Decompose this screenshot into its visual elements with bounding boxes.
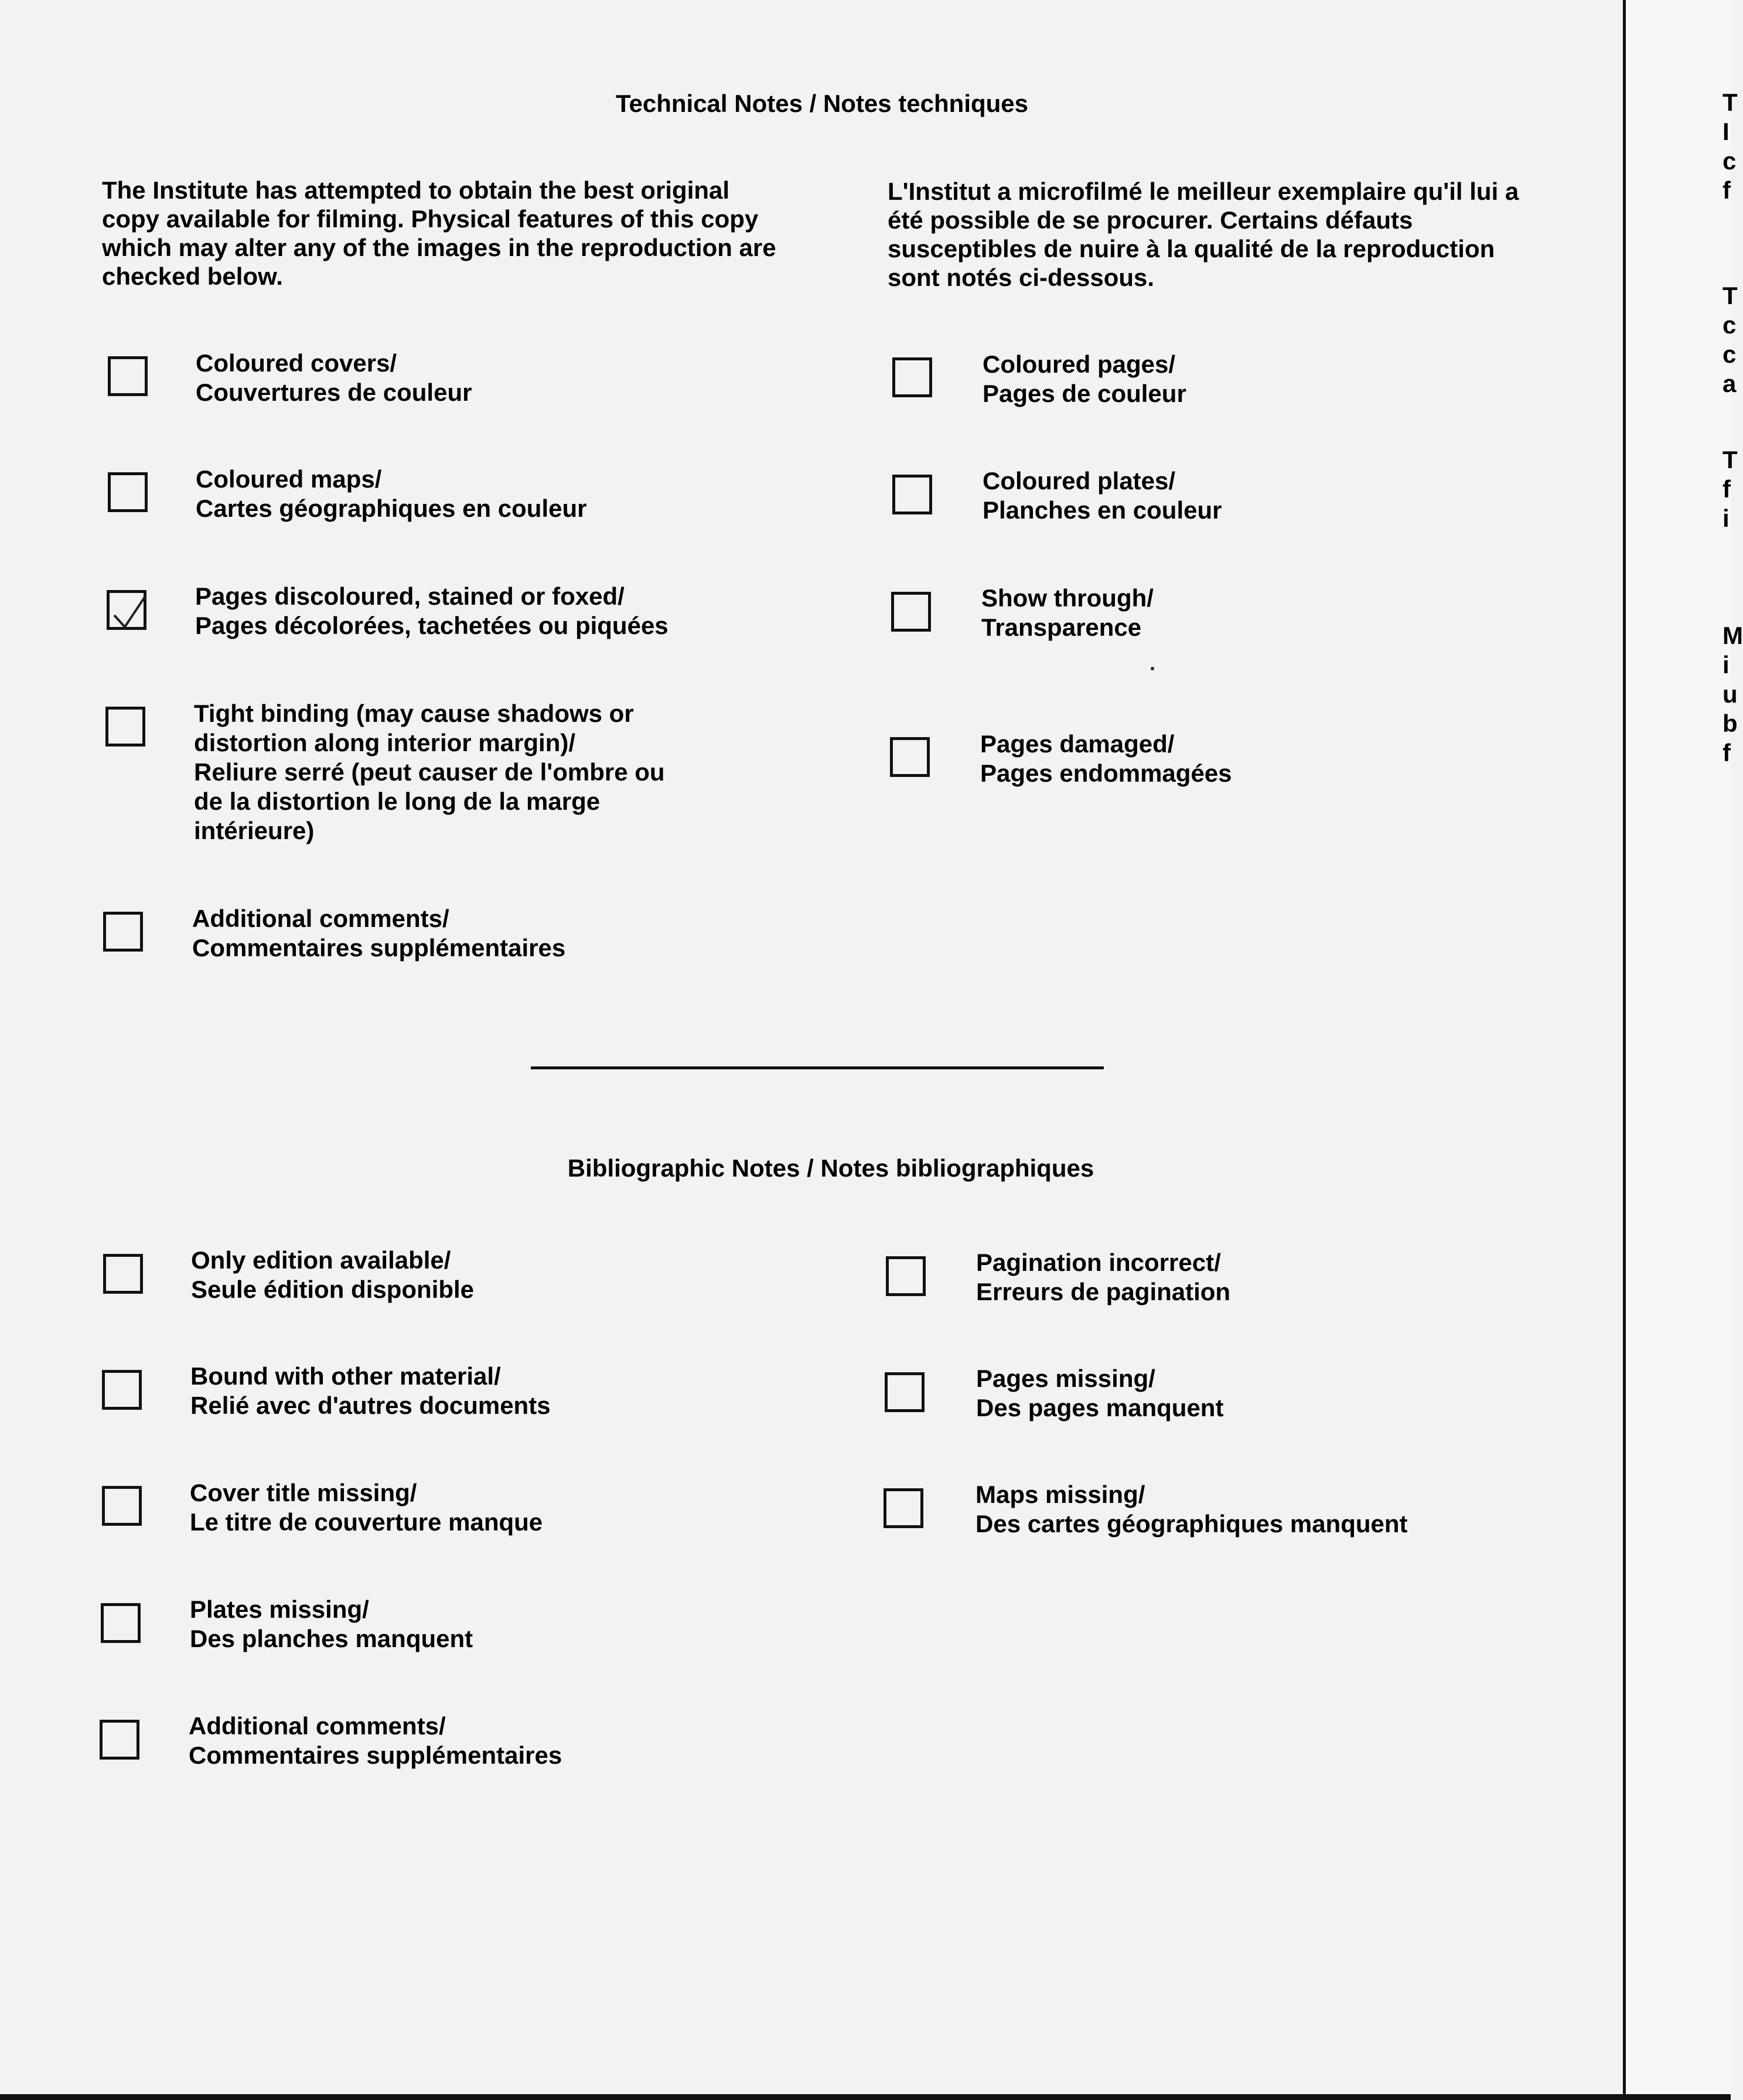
label-pagination-incorrect: Pagination incorrect/ Erreurs de pagination [976,1249,1231,1305]
label-plates-missing: Plates missing/ Des planches manquent [190,1596,473,1652]
adjacent-page-text-3: T f i [1722,446,1738,532]
checkbox-coloured-maps[interactable] [108,472,148,512]
checkbox-pagination-incorrect[interactable] [886,1256,926,1296]
label-tight-binding: Tight binding (may cause shadows or distortion along interior margin)/ Reliure serré (peut causer de l'ombre ou de la distortion le long de la marge intérieure) [194,700,665,844]
label-pages-missing: Pages missing/ Des pages manquent [976,1365,1224,1421]
checkbox-coloured-plates[interactable] [892,475,932,514]
bottom-border [0,2094,1731,2100]
label-coloured-plates: Coloured plates/ Planches en couleur [983,467,1222,524]
label-coloured-pages: Coloured pages/ Pages de couleur [983,350,1186,407]
checkbox-plates-missing[interactable] [101,1603,141,1643]
label-maps-missing: Maps missing/ Des cartes géographiques manquent [975,1481,1408,1538]
checkbox-additional-comments-bibliographic[interactable] [100,1720,139,1760]
intro-french: L'Institut a microfilmé le meilleur exemplaire qu'il lui a été possible de se procurer. Certains défauts susceptibles de nuire à la qualité de la reproduction sont notés ci-dessous. [888,178,1519,291]
label-pages-damaged: Pages damaged/ Pages endommagées [980,730,1232,787]
checkmark-icon [107,588,154,635]
checkbox-maps-missing[interactable] [884,1488,923,1528]
checkbox-pages-missing[interactable] [885,1372,925,1412]
label-coloured-covers: Coloured covers/ Couvertures de couleur [196,349,472,406]
label-only-edition: Only edition available/ Seule édition disponible [191,1246,475,1303]
checkbox-coloured-covers[interactable] [108,356,148,396]
checkbox-only-edition[interactable] [103,1254,143,1294]
label-coloured-maps: Coloured maps/ Cartes géographiques en couleur [196,465,587,522]
label-pages-discoloured: Pages discoloured, stained or foxed/ Pages décolorées, tachetées ou piquées [195,582,668,639]
adjacent-page-strip [1626,0,1731,2100]
intro-english: The Institute has attempted to obtain the best original copy available for filming. Physical features of this copy which may alter any of the images in the reproduction are checked below. [102,176,776,290]
checkbox-cover-title-missing[interactable] [102,1486,142,1526]
checkbox-pages-damaged[interactable] [890,737,930,777]
bibliographic-notes-heading: Bibliographic Notes / Notes bibliographiques [567,1154,1094,1182]
adjacent-page-text-1: T I c f [1722,88,1738,204]
checkbox-pages-discoloured[interactable] [107,590,146,630]
adjacent-page-text-4: M i u b f [1722,622,1743,766]
checkbox-tight-binding[interactable] [105,707,145,746]
checkbox-additional-comments-technical[interactable] [103,912,143,952]
label-additional-comments-bibliographic: Additional comments/ Commentaires supplémentaires [189,1712,562,1769]
label-cover-title-missing: Cover title missing/ Le titre de couverture manque [190,1479,543,1536]
checkbox-show-through[interactable] [891,592,931,632]
technical-notes-heading: Technical Notes / Notes techniques [615,90,1029,117]
checkbox-bound-with[interactable] [102,1370,142,1410]
label-show-through: Show through/ Transparence [981,584,1154,641]
checkbox-coloured-pages[interactable] [892,357,932,397]
label-bound-with: Bound with other material/ Relié avec d'autres documents [190,1362,551,1419]
label-additional-comments-technical: Additional comments/ Commentaires supplémentaires [192,905,566,962]
adjacent-page-text-2: T c c a [1722,282,1738,397]
section-divider [531,1066,1104,1069]
speck-mark [1151,667,1154,670]
